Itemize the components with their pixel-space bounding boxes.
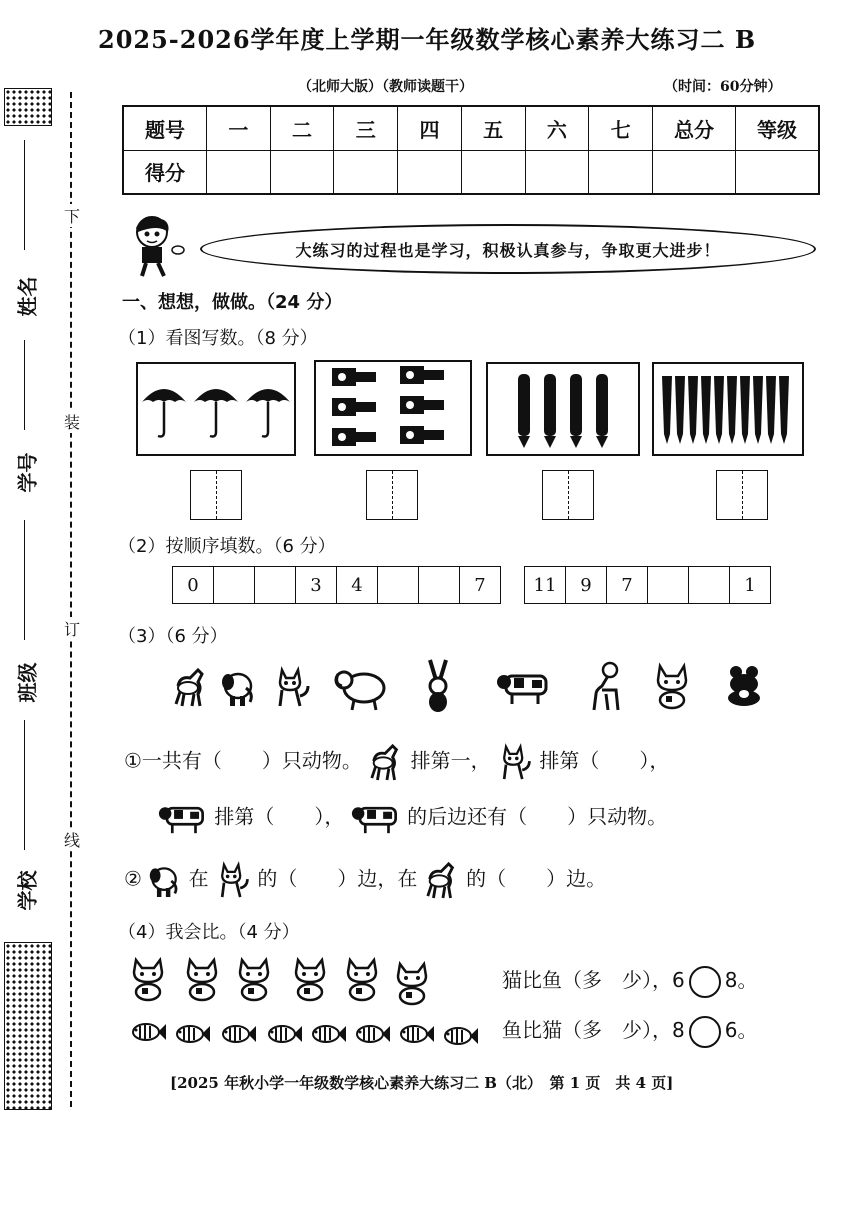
flashlight-icon xyxy=(400,426,444,444)
name-label: 姓名 xyxy=(15,276,40,317)
sequence-cell[interactable] xyxy=(214,567,255,603)
class-blank-line xyxy=(24,520,25,640)
cartoon-boy-icon xyxy=(124,212,186,278)
sequence-cell[interactable]: 9 xyxy=(566,567,607,603)
class-label: 班级 xyxy=(15,662,40,703)
flashlight-icon xyxy=(332,398,376,416)
fish-icon xyxy=(220,1022,258,1046)
decorative-pattern-top xyxy=(4,88,52,126)
score-header-cell: 一 xyxy=(207,106,271,150)
compare-circle-1[interactable] xyxy=(689,966,721,998)
pencil-icon xyxy=(518,374,530,448)
score-header-cell: 总分 xyxy=(653,106,736,150)
score-header-cell: 七 xyxy=(589,106,653,150)
section-1-title: 一、想想，做做。（24 分） xyxy=(122,292,343,313)
q3-line-2 xyxy=(158,800,667,836)
score-cell[interactable] xyxy=(525,150,589,194)
crayons-picture xyxy=(652,362,804,456)
fish-icon xyxy=(266,1022,304,1046)
q3-line3-text-b: 在 xyxy=(188,866,209,891)
frog-icon xyxy=(724,664,764,708)
question-2-title: （2）按顺序填数。（6 分） xyxy=(118,536,336,557)
q3-line-1 xyxy=(124,742,669,782)
number-label: 学号 xyxy=(15,452,40,493)
score-header-cell: 五 xyxy=(461,106,525,150)
sequence-cell[interactable]: 3 xyxy=(296,567,337,603)
score-cell[interactable] xyxy=(270,150,334,194)
motto-bubble: 大练习的过程也是学习，积极认真参与，争取更大进步！ xyxy=(200,224,816,274)
score-row-label: 得分 xyxy=(123,150,207,194)
score-cell[interactable] xyxy=(334,150,398,194)
sequence-cell[interactable]: 7 xyxy=(474,574,486,596)
deer-icon xyxy=(586,660,626,712)
score-cell[interactable] xyxy=(461,150,525,194)
number-blank-line xyxy=(24,340,25,430)
compare-fish-cats xyxy=(502,1014,757,1048)
sequence-cell[interactable] xyxy=(689,567,730,603)
score-cell[interactable] xyxy=(589,150,653,194)
cat-icon xyxy=(292,956,332,1002)
compare-1-text: 猫比鱼（多 少），6 xyxy=(502,968,685,992)
cut-char-3: 订 xyxy=(64,617,80,640)
page-footer: [2025 年秋小学一年级数学核心素养大练习二 B（北） 第 1 页 共 4 页] xyxy=(170,1074,674,1092)
crayon-icon xyxy=(701,376,711,444)
cat-icon xyxy=(215,861,251,899)
flashlights-picture xyxy=(314,360,472,456)
compare-cats-fish xyxy=(502,964,757,998)
sequence-cell[interactable] xyxy=(648,567,689,603)
crayon-icon xyxy=(675,376,685,444)
sequence-cell[interactable]: 1 xyxy=(744,574,756,596)
cat-icon xyxy=(272,666,312,708)
compare-circle-2[interactable] xyxy=(689,1016,721,1048)
umbrella-icon xyxy=(142,389,186,437)
compare-2-end: 6。 xyxy=(724,1018,758,1042)
answer-box-umbrellas[interactable] xyxy=(190,470,242,520)
umbrella-icon xyxy=(246,389,290,437)
score-header-cell: 题号 xyxy=(123,106,207,150)
decorative-pattern-bottom xyxy=(4,942,52,1110)
q3-line1-text-b: 排第一， xyxy=(410,748,491,773)
cat-icon xyxy=(236,956,276,1002)
sequence-row-ascending xyxy=(172,566,501,604)
answer-box-flashlights[interactable] xyxy=(366,470,418,520)
answer-box-crayons[interactable] xyxy=(716,470,768,520)
time-note: （时间：60分钟） xyxy=(664,79,782,95)
crayon-icon xyxy=(727,376,737,444)
score-header-cell: 三 xyxy=(334,106,398,150)
flashlight-icon xyxy=(332,428,376,446)
school-label: 学校 xyxy=(15,870,40,911)
q3-line1-text-a: ①一共有（ ）只动物。 xyxy=(124,748,362,773)
cat-icon xyxy=(184,956,224,1002)
compare-2-text: 鱼比猫（多 少），8 xyxy=(502,1018,685,1042)
score-cell[interactable] xyxy=(207,150,271,194)
rabbit-icon xyxy=(422,658,454,714)
cut-char-1: 下 xyxy=(64,204,80,227)
score-header-cell: 二 xyxy=(270,106,334,150)
score-cell[interactable] xyxy=(398,150,462,194)
cut-char-2: 装 xyxy=(64,410,80,433)
fish-icon xyxy=(310,1022,348,1046)
sheep-icon xyxy=(332,662,388,712)
q3-line2-text-b: 的后边还有（ ）只动物。 xyxy=(407,804,668,829)
crayon-icon xyxy=(779,376,789,444)
crayon-icon xyxy=(688,376,698,444)
cow-icon xyxy=(496,668,552,706)
cut-char-4: 线 xyxy=(64,828,80,851)
fish-row xyxy=(130,1016,482,1050)
q3-line3-text-d: 的（ ）边。 xyxy=(466,866,607,891)
crayon-icon xyxy=(740,376,750,444)
fish-icon xyxy=(442,1024,480,1048)
pencil-icon xyxy=(570,374,582,448)
cut-line xyxy=(70,92,72,1107)
horse-icon xyxy=(424,860,460,900)
crayon-icon xyxy=(714,376,724,444)
score-table xyxy=(122,105,820,195)
q3-line1-text-c: 排第（ ）， xyxy=(539,748,670,773)
score-header-cell: 六 xyxy=(525,106,589,150)
pencils-picture xyxy=(486,362,640,456)
pencil-icon xyxy=(596,374,608,448)
answer-box-pencils[interactable] xyxy=(542,470,594,520)
sequence-cell[interactable]: 0 xyxy=(173,567,214,603)
fish-icon xyxy=(174,1022,212,1046)
sequence-cell[interactable]: 11 xyxy=(525,567,566,603)
cat-icon xyxy=(497,743,533,781)
score-cell[interactable] xyxy=(653,150,736,194)
umbrella-icon xyxy=(194,389,238,437)
flashlight-icon xyxy=(400,396,444,414)
elephant-icon xyxy=(148,861,182,899)
fish-icon xyxy=(130,1020,168,1044)
horse-icon xyxy=(368,742,404,782)
flashlight-icon xyxy=(400,366,444,384)
animal-row xyxy=(172,658,772,714)
crayon-icon xyxy=(753,376,763,444)
cat-icon xyxy=(130,956,170,1002)
umbrellas-picture xyxy=(136,362,296,456)
sequence-row-descending xyxy=(524,566,771,604)
crayon-icon xyxy=(766,376,776,444)
cow-icon xyxy=(351,800,401,836)
cat-icon xyxy=(394,960,434,1006)
sequence-cell[interactable] xyxy=(419,567,460,603)
question-4-title: （4）我会比。（4 分） xyxy=(118,922,300,943)
horse-icon xyxy=(172,666,210,708)
q3-line3-text-a: ② xyxy=(124,866,142,891)
cat-row xyxy=(130,954,440,1006)
elephant-icon xyxy=(220,666,258,708)
school-blank-line xyxy=(24,720,25,850)
sequence-cell[interactable]: 4 xyxy=(337,567,378,603)
pencil-icon xyxy=(544,374,556,448)
question-3-title: （3）（6 分） xyxy=(118,626,228,647)
q3-line-3 xyxy=(124,860,606,900)
cow-icon xyxy=(158,800,208,836)
flashlight-icon xyxy=(332,368,376,386)
fish-icon xyxy=(354,1022,392,1046)
question-1-title: （1）看图写数。（8 分） xyxy=(118,328,318,349)
sequence-cell[interactable] xyxy=(255,567,296,603)
edition-note: （北师大版）（教师读题干） xyxy=(298,79,473,95)
score-row xyxy=(123,150,819,194)
page-title: 2025-2026学年度上学期一年级数学核心素养大练习二 B xyxy=(98,25,757,54)
score-header-cell: 等级 xyxy=(736,106,820,150)
q3-line3-text-c: 的（ ）边，在 xyxy=(257,866,418,891)
sequence-cell[interactable] xyxy=(378,567,419,603)
q3-line2-text-a: 排第（ ）， xyxy=(214,804,345,829)
fish-icon xyxy=(398,1022,436,1046)
sequence-cell[interactable]: 7 xyxy=(607,567,648,603)
cat-icon xyxy=(652,662,696,710)
crayon-icon xyxy=(662,376,672,444)
name-blank-line xyxy=(24,140,25,250)
compare-1-end: 8。 xyxy=(724,968,758,992)
score-cell[interactable] xyxy=(736,150,820,194)
cat-icon xyxy=(344,956,384,1002)
score-header-cell: 四 xyxy=(398,106,462,150)
score-header-row xyxy=(123,106,819,150)
